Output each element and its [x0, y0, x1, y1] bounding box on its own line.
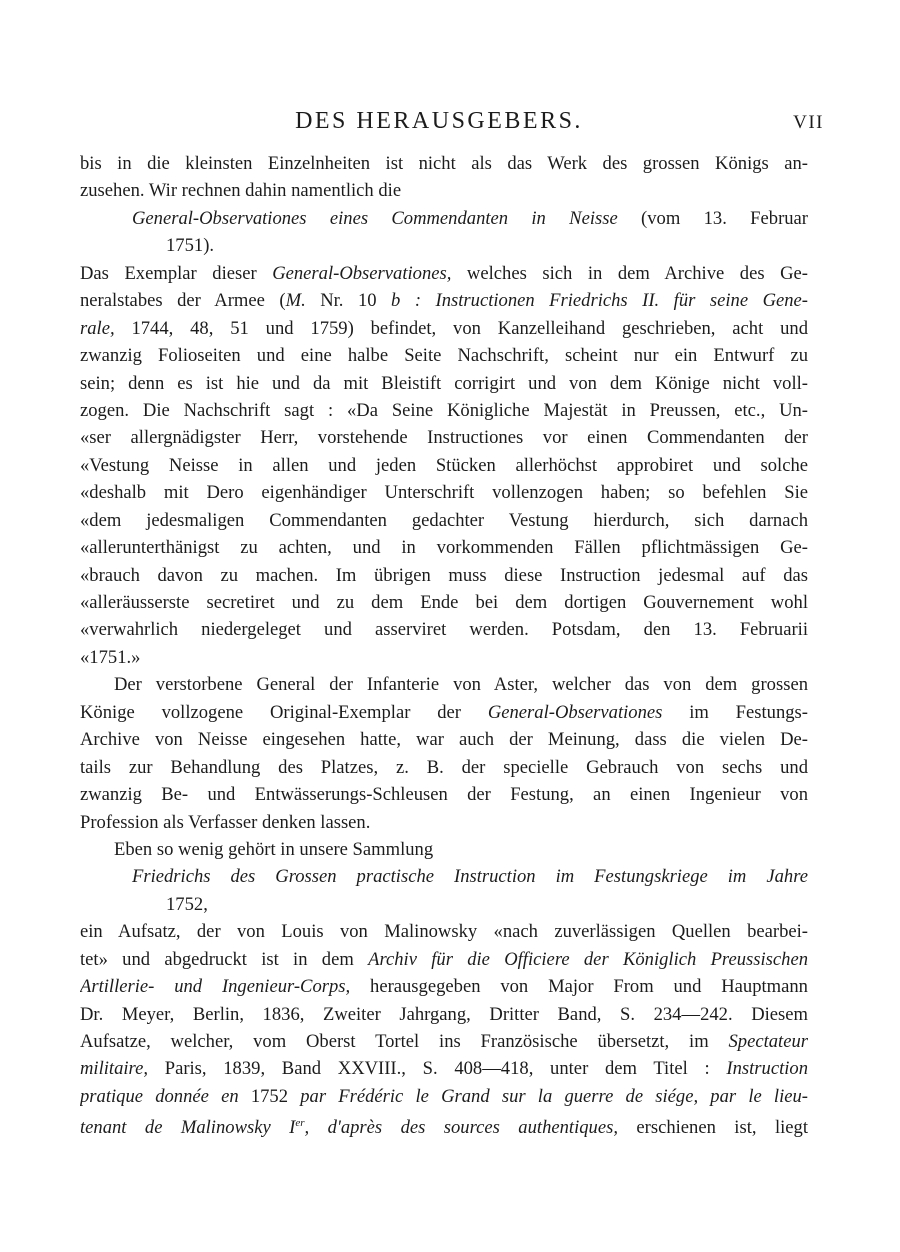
italic-text: General-Observationes eines Commendanten in Neisse — [132, 207, 618, 229]
text-line — [80, 479, 808, 506]
text-segment: «allerunterthänigst zu achten, und in vorkommenden Fällen pflichtmässigen Ge- — [80, 537, 808, 559]
text-segment: welches sich in dem Archive des Ge- — [451, 262, 808, 284]
text-line — [80, 1083, 808, 1110]
text-line — [80, 260, 808, 287]
italic-text: Spectateur — [728, 1031, 808, 1052]
text-segment: Das Exemplar dieser — [80, 262, 273, 284]
text-line — [80, 589, 808, 616]
body-text — [80, 150, 808, 1138]
italic-text: b : Instructionen Friedrichs II. für seine Gene- — [391, 290, 808, 312]
italic-text: , d'après des sources authentiques, — [304, 1117, 618, 1138]
italic-text: tenant de Malinowsky I — [80, 1117, 296, 1138]
italic-text: Archiv für die Officiere der Königlich Preussischen — [368, 948, 808, 970]
text-segment: zwanzig Be- und Entwässerungs-Schleusen der Festung, an einen Ingenieur von — [80, 784, 808, 806]
text-segment: «brauch davon zu machen. Im übrigen muss diese Instruction jedesmal auf das — [80, 564, 808, 586]
text-segment: «Vestung Neisse in allen und jeden Stücken allerhöchst approbiret und solche — [80, 454, 808, 476]
text-segment: erschienen ist, liegt — [617, 1117, 808, 1138]
text-line — [80, 315, 808, 342]
italic-text: Instruction — [726, 1058, 808, 1080]
text-line — [80, 699, 808, 726]
page-number: VII — [793, 112, 824, 133]
text-segment: zogen. Die Nachschrift sagt : «Da Seine Königliche Majestät in Preussen, etc., Un- — [80, 399, 808, 421]
italic-text: General-Observationes — [487, 701, 663, 723]
text-segment: 1752, — [166, 893, 208, 915]
text-segment: «alleräusserste secretiret und zu dem Ende bei dem dortigen Gouvernement wohl — [80, 592, 808, 613]
text-segment: im Festungs- — [662, 701, 808, 723]
text-line — [80, 177, 808, 204]
text-segment: «dem jedesmaligen Commendanten gedachter Vestung hierdurch, sich darnach — [80, 509, 808, 531]
text-line — [80, 891, 808, 918]
text-line — [80, 397, 808, 424]
text-line — [80, 342, 808, 369]
text-line — [80, 644, 808, 671]
text-line — [80, 1055, 808, 1082]
text-segment: 1752 — [238, 1085, 301, 1107]
text-segment: «verwahrlich niedergeleget und asserviret werden. Potsdam, den 13. Februarii — [80, 619, 808, 641]
text-segment: Paris, 1839, Band XXVIII., S. 408—418, unter dem Titel : — [148, 1058, 727, 1080]
text-line — [80, 781, 808, 808]
text-segment: «deshalb mit Dero eigenhändiger Unterschrift vollenzogen haben; so befehlen Sie — [80, 482, 808, 504]
text-segment: tails zur Behandlung des Platzes, z. B. der specielle Gebrauch von sechs und — [80, 756, 808, 778]
italic-text: rale, — [80, 317, 115, 339]
italic-text: Friedrichs des Grossen practische Instruction im Festungskriege im Jahre — [132, 866, 808, 888]
text-segment: bis in die kleinsten Einzelnheiten ist nicht als das Werk des grossen Königs an- — [80, 153, 808, 174]
text-line — [80, 836, 808, 863]
text-segment: Aufsatze, welcher, vom Oberst Tortel ins Französische übersetzt, im — [80, 1031, 729, 1052]
text-line — [80, 616, 808, 643]
italic-text: militaire, — [80, 1058, 149, 1080]
text-segment: ein Aufsatz, der von Louis von Malinowsky «nach zuverlässigen Quellen bearbei- — [80, 921, 808, 943]
text-line — [80, 863, 808, 890]
text-line — [80, 671, 808, 698]
text-line — [80, 370, 808, 397]
italic-text: par Frédéric le Grand sur la guerre de siége, par le lieu- — [300, 1085, 808, 1107]
text-line — [80, 946, 808, 973]
text-segment: 1751). — [166, 235, 215, 257]
text-line — [80, 562, 808, 589]
text-segment: neralstabes der Armee ( — [80, 290, 286, 312]
text-segment: herausgegeben von Major From und Hauptmann — [350, 976, 808, 998]
text-segment: Profession als Verfasser denken lassen. — [80, 811, 371, 833]
text-line — [80, 424, 808, 451]
text-line — [80, 507, 808, 534]
text-line — [80, 918, 808, 945]
text-line — [80, 809, 808, 836]
text-line — [80, 1110, 808, 1137]
running-head — [0, 108, 900, 138]
italic-text: pratique donnée en — [80, 1085, 239, 1107]
italic-text: Artillerie- und Ingenieur-Corps, — [80, 976, 351, 998]
text-line — [80, 1028, 808, 1055]
running-title: DES HERAUSGEBERS. — [295, 108, 583, 134]
text-segment: Archive von Neisse eingesehen hatte, war auch der Meinung, dass die vielen De- — [80, 729, 808, 751]
text-line — [80, 1001, 808, 1028]
text-segment: Eben so wenig gehört in unsere Sammlung — [114, 838, 434, 860]
italic-text: General-Observationes, — [272, 262, 452, 284]
text-segment: Der verstorbene General der Infanterie von Aster, welcher das von dem grossen — [114, 674, 808, 696]
text-line — [80, 534, 808, 561]
text-segment: «1751.» — [80, 646, 141, 668]
text-line — [80, 205, 808, 232]
text-segment: zusehen. Wir rechnen dahin namentlich die — [80, 180, 402, 202]
text-segment: Dr. Meyer, Berlin, 1836, Zweiter Jahrgang, Dritter Band, S. 234—242. Diesem — [80, 1003, 808, 1025]
text-segment: (vom 13. Februar — [617, 207, 808, 229]
text-segment: tet» und abgedruckt ist in dem — [80, 948, 369, 970]
text-segment: Könige vollzogene Original-Exemplar der — [80, 701, 488, 723]
text-line — [80, 452, 808, 479]
italic-text: er — [295, 1117, 305, 1130]
text-segment: zwanzig Folioseiten und eine halbe Seite Nachschrift, scheint nur ein Entwurf zu — [80, 345, 808, 367]
text-segment: 1744, 48, 51 und 1759) befindet, von Kanzelleihand geschrieben, acht und — [114, 317, 808, 339]
italic-text: M. — [285, 290, 306, 312]
text-segment: Nr. 10 — [305, 290, 392, 312]
text-line — [80, 287, 808, 314]
text-line — [80, 726, 808, 753]
text-segment: «ser allergnädigster Herr, vorstehende Instructiones vor einen Commendanten der — [80, 427, 808, 449]
text-line — [80, 150, 808, 177]
text-line — [80, 754, 808, 781]
text-segment: sein; denn es ist hie und da mit Bleistift corrigirt und von dem Könige nicht voll- — [80, 372, 808, 394]
text-line — [80, 973, 808, 1000]
text-line — [80, 232, 808, 259]
